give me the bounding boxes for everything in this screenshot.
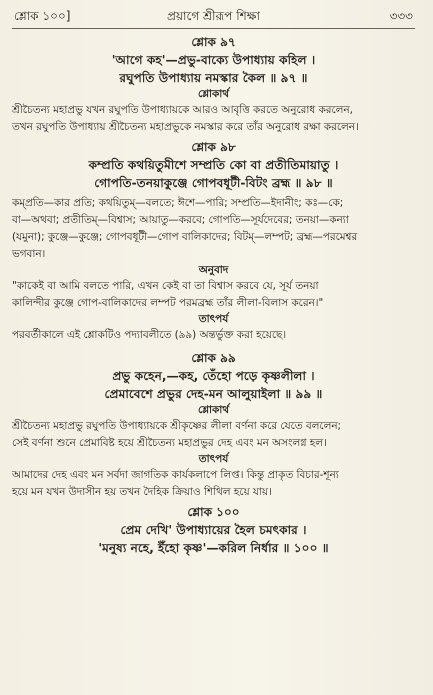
verse-100-title: শ্লোক ১০০ bbox=[187, 505, 240, 519]
verse-98-translation-1: "কাকেই বা আমি বলতে পারি, এখন কেই বা তা বিশ্বাস করবে যে, সূর্য তনয়া bbox=[12, 280, 319, 292]
verse-99-purport-label: তাৎপর্য bbox=[198, 453, 229, 465]
verse-97-line-1: 'আগে কহ'—প্রভু-বাক্যে উপাধ্যায় কহিল । bbox=[111, 53, 316, 67]
verse-98-synonyms-4: ভগবান। bbox=[12, 248, 46, 260]
verse-99-purport-1: আমাদের দেহ এবং মন সর্বদা জাগতিক কার্যকলাপে লিপ্ত। কিন্তু প্রাকৃত বিচার-শূন্য bbox=[12, 469, 339, 481]
verse-98-line-1: কম্প্রতি কথয়িতুমীশে সম্প্রতি কো বা প্রতীতিমায়াতু । bbox=[88, 158, 339, 172]
verse-97-line-2: রঘুপতি উপাধ্যায় নমস্কার কৈল ॥ ৯৭ ॥ bbox=[119, 71, 308, 85]
verse-98-purport: পরবর্তীকালে এই শ্লোকটিও পদ্যাবলীতে (৯৯) অন্তর্ভুক্ত করা হয়েছে। bbox=[12, 329, 287, 341]
verse-100-line-1: প্রেম দেখি' উপাধ্যায়ের হৈল চমৎকার । bbox=[120, 523, 307, 537]
header-chapter-title: প্রয়াগে শ্রীরূপ শিক্ষা bbox=[167, 9, 260, 23]
verse-99-line-2: প্রেমাবেশে প্রভুর দেহ-মন আলুয়াইলা ॥ ৯৯ ॥ bbox=[104, 387, 323, 401]
header-verse-ref: শ্লোক ১০০] bbox=[14, 9, 71, 23]
verse-98-title: শ্লোক ৯৮ bbox=[191, 140, 236, 154]
verse-98-line-2: গোপতি-তনয়াকুঞ্জে গোপবধূটী-বিটং ব্রহ্ম ॥ ৯৮ ॥ bbox=[94, 176, 333, 190]
verse-97-meaning-2: তখন রঘুপতি উপাধ্যায় শ্রীচৈতন্য মহাপ্রভুকে নমস্কার করে তাঁর অনুরোধ রক্ষা করলেন। bbox=[12, 121, 359, 133]
verse-99-line-1: প্রভু কহেন,—কহ, তেঁহো পড়ে কৃষ্ণলীলা । bbox=[112, 369, 315, 383]
verse-98-purport-label: তাৎপর্য bbox=[198, 313, 229, 325]
verse-98-synonyms-3: (যমুনা); কুঞ্জে—কুঞ্জে; গোপবধূটী—গোপ বালিকাদের; বিটম্—লম্পট; ব্রহ্ম—পরমেশ্বর bbox=[12, 231, 358, 243]
header-divider bbox=[12, 28, 415, 29]
verse-98-synonyms-1: কম্‌প্রতি—কার প্রতি; কথয়িতুম্—বলতে; ঈশে—পারি; সম্প্রতি—ইদানীং; কঃ—কে; bbox=[12, 197, 344, 209]
running-header bbox=[14, 8, 413, 26]
verse-99-purport-2: হয়ে মন যখন উদাসীন হয় তখন দৈহিক ক্রিয়াও শিথিল হয়ে যায়। bbox=[12, 486, 272, 498]
verse-100-line-2: 'মনুষ্য নহে, ইঁহো কৃষ্ণ'—করিল নির্ধার ॥ ১০০ ॥ bbox=[98, 541, 329, 555]
verse-98-translation-2: কালিন্দীর কুঞ্জে গোপ-বালিকাদের লম্পট পরমব্রহ্ম তাঁর লীলা-বিলাস করেন।" bbox=[12, 297, 324, 309]
page-number: ৩৩৩ bbox=[389, 9, 413, 23]
verse-97-title: শ্লোক ৯৭ bbox=[191, 35, 236, 49]
verse-99-meaning-label: শ্লোকার্থ bbox=[197, 404, 230, 416]
verse-98-translation-label: অনুবাদ bbox=[198, 264, 229, 276]
verse-99-title: শ্লোক ৯৯ bbox=[191, 351, 236, 365]
verse-97-meaning-1: শ্রীচৈতন্য মহাপ্রভু যখন রঘুপতি উপাধ্যায়কে আরও আবৃত্তি করতে অনুরোধ করলেন, bbox=[12, 104, 353, 116]
verse-97-meaning-label: শ্লোকার্থ bbox=[197, 88, 230, 100]
page-body bbox=[12, 34, 415, 557]
verse-99-meaning-2: সেই বর্ণনা শুনে প্রেমাবিষ্ট হয়ে শ্রীচৈতন্য মহাপ্রভুর দেহ এবং মন অসংলগ্ন হল। bbox=[12, 437, 327, 449]
verse-98-synonyms-2: বা—অথবা; প্রতীতিম্—বিশ্বাস; আয়াতু—করবে; গোপতি—সূর্যদেবের; তনয়া—কন্যা bbox=[12, 214, 349, 226]
verse-99-meaning-1: শ্রীচৈতন্য মহাপ্রভু রঘুপতি উপাধ্যায়কে শ্রীকৃষ্ণের লীলা বর্ণনা করে যেতে বললেন; bbox=[12, 420, 342, 432]
